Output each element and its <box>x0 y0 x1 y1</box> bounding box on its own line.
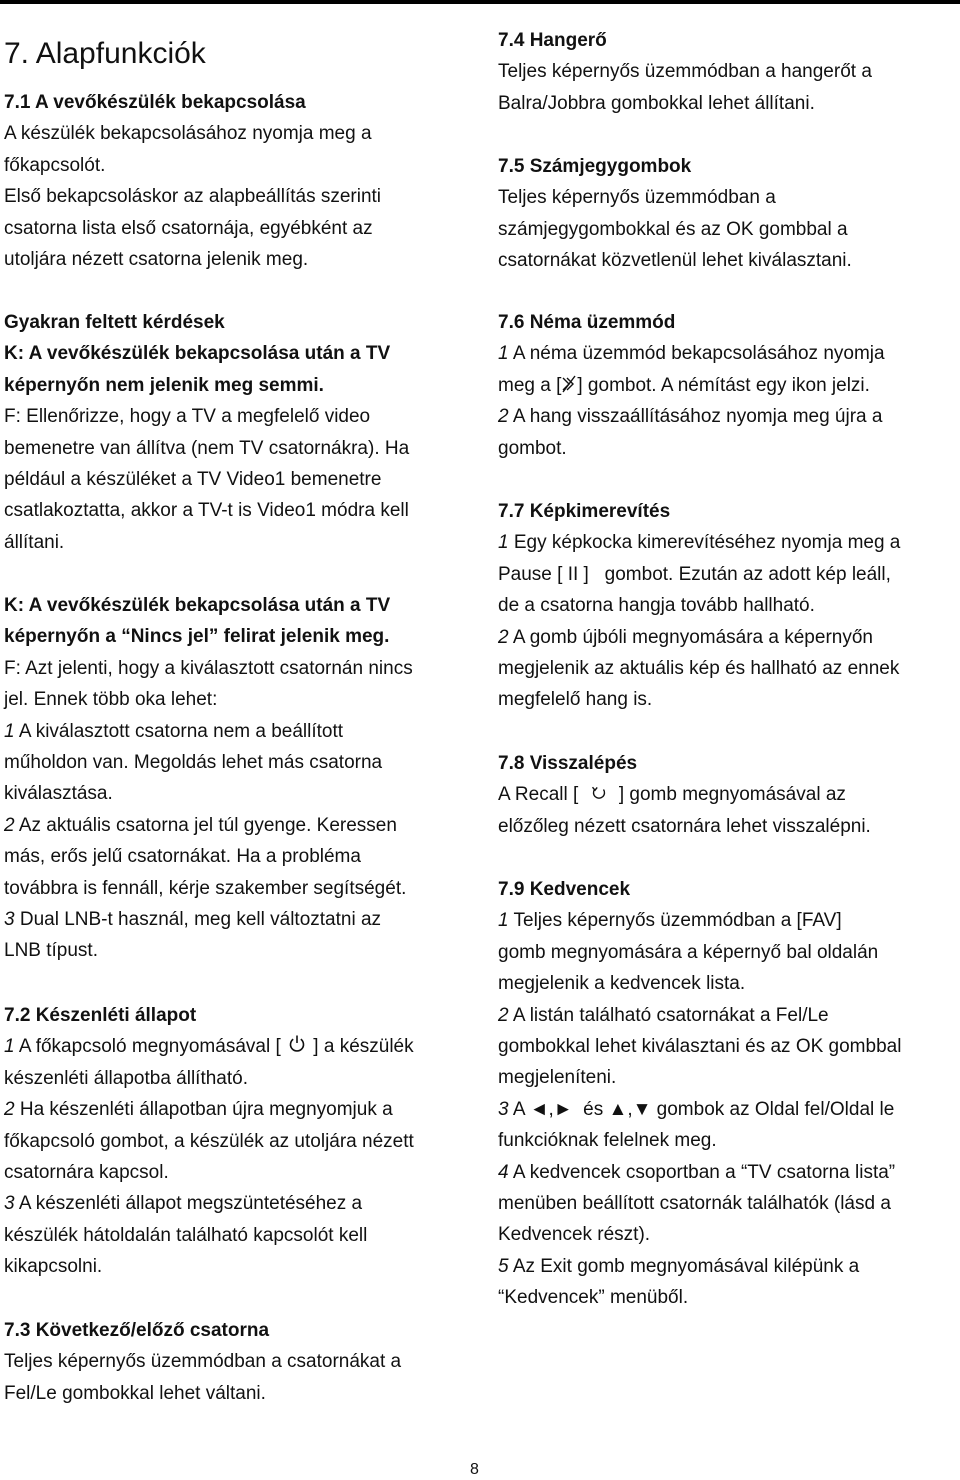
section-heading: 7.8 Visszalépés <box>498 753 638 774</box>
item-text: Az Exit gomb megnyomásával kilépünk a <box>512 1255 860 1277</box>
item-number: 1 <box>498 343 509 365</box>
item-text: A kiválasztott csatorna nem a beállított <box>18 720 344 742</box>
item-text: A Recall [ <box>498 784 579 806</box>
faq-section-2 <box>4 590 413 967</box>
section-7-6 <box>498 307 885 464</box>
text-line: Kedvencek részt). <box>498 1224 651 1246</box>
text-line: Pause [ II ] gombot. Ezután az adott kép leáll, <box>498 563 891 585</box>
text-line: megjelenik a kedvencek lista. <box>498 973 746 995</box>
text-line: előzőleg nézett csatornára lehet visszalépni. <box>498 815 871 837</box>
text-line: gombot. <box>498 437 567 459</box>
list-item <box>4 716 413 747</box>
item-text: meg a [ <box>498 374 562 396</box>
text-line: de a csatorna hangja tovább hallható. <box>498 595 815 617</box>
item-text: ] a készülék <box>313 1036 414 1058</box>
item-number: 1 <box>498 532 509 554</box>
list-item <box>498 622 900 653</box>
list-item <box>498 1094 901 1125</box>
text-line: megjeleníteni. <box>498 1067 617 1089</box>
section-7-3 <box>4 1315 401 1409</box>
item-number: 2 <box>4 814 15 836</box>
faq-section <box>4 307 409 558</box>
list-item <box>4 1031 414 1062</box>
text-line: megjelenik az aktuális kép és hallható az ennek <box>498 658 900 680</box>
item-number: 1 <box>4 1036 15 1058</box>
list-item <box>498 527 900 558</box>
faq-answer: állítani. <box>4 531 65 553</box>
list-item <box>4 1094 414 1125</box>
item-number: 1 <box>498 910 509 932</box>
section-7-7 <box>498 496 900 716</box>
text-line: főkapcsoló gombot, a készülék az utoljára nézett <box>4 1130 414 1152</box>
section-7-2 <box>4 1000 414 1283</box>
text-line: Balra/Jobbra gombokkal lehet állítani. <box>498 92 815 114</box>
text-line: készülék hátoldalán található kapcsolót kell <box>4 1224 368 1246</box>
recall-icon <box>584 784 614 802</box>
item-text: A kedvencek csoportban a “TV csatorna lista” <box>512 1161 896 1183</box>
list-item <box>498 905 901 936</box>
text-line: Teljes képernyős üzemmódban a <box>498 187 776 209</box>
section-heading: 7.7 Képkimerevítés <box>498 501 671 522</box>
item-number: 3 <box>498 1098 509 1120</box>
list-item <box>498 370 885 401</box>
faq-question: képernyőn nem jelenik meg semmi. <box>4 374 324 396</box>
item-number: 3 <box>4 909 15 931</box>
section-heading: 7.4 Hangerő <box>498 30 607 51</box>
list-item <box>4 1188 414 1219</box>
item-text: A főkapcsoló megnyomásával [ <box>18 1036 281 1058</box>
power-icon <box>286 1034 308 1054</box>
mute-icon <box>561 375 577 393</box>
item-text: A gomb újbóli megnyomására a képernyőn <box>512 626 873 648</box>
text-line: készenléti állapotba állítható. <box>4 1067 248 1089</box>
list-item <box>498 338 885 369</box>
list-item <box>498 1000 901 1031</box>
item-number: 4 <box>498 1161 509 1183</box>
section-heading: 7.9 Kedvencek <box>498 879 631 900</box>
text-line: továbbra is fennáll, kérje szakember segítségét. <box>4 877 407 899</box>
faq-question: K: A vevőkészülék bekapcsolása után a TV <box>4 595 391 616</box>
list-item <box>498 1157 901 1188</box>
item-text: A listán található csatornákat a Fel/Le <box>512 1004 829 1026</box>
text-line: menüben beállított csatornák találhatók (lásd a <box>498 1193 891 1215</box>
item-number: 2 <box>4 1099 15 1121</box>
item-number: 1 <box>4 720 15 742</box>
item-number: 2 <box>498 626 509 648</box>
faq-answer: bemenetre van állítva (nem TV csatornákra). Ha <box>4 437 410 459</box>
text-line: főkapcsolót. <box>4 154 106 176</box>
text-line: műholdon van. Megoldás lehet más csatorna <box>4 752 383 774</box>
list-item <box>498 401 885 432</box>
item-number: 5 <box>498 1255 509 1277</box>
text-line: “Kedvencek” menüből. <box>498 1287 689 1309</box>
item-number: 3 <box>4 1193 15 1215</box>
list-item <box>4 904 413 935</box>
item-text: A készenléti állapot megszüntetéséhez a <box>18 1193 363 1215</box>
section-7-9 <box>498 874 901 1314</box>
text-line: gombokkal lehet kiválasztani és az OK gombbal <box>498 1036 902 1058</box>
section-heading: 7.6 Néma üzemmód <box>498 312 676 333</box>
item-number: 2 <box>498 1004 509 1026</box>
section-7-4 <box>498 25 872 119</box>
section-heading: 7.5 Számjegygombok <box>498 156 692 177</box>
text-line: kikapcsolni. <box>4 1256 103 1278</box>
section-7-8 <box>498 748 871 842</box>
section-7-1 <box>4 87 381 275</box>
page-number: 8 <box>470 1461 479 1478</box>
item-text: Az aktuális csatorna jel túl gyenge. Keressen <box>18 814 397 836</box>
faq-answer: például a készüléket a TV Video1 bemenetre <box>4 469 382 491</box>
text-line: csatornára kapcsol. <box>4 1162 169 1184</box>
text-line: számjegygombokkal és az OK gombbal a <box>498 218 848 240</box>
text-line: más, erős jelű csatornákat. Ha a probléma <box>4 846 361 868</box>
text-line: utoljára nézett csatorna jelenik meg. <box>4 249 309 271</box>
text-line: gomb megnyomására a képernyő bal oldalán <box>498 941 879 963</box>
text-line: csatorna lista első csatornája, egyébként az <box>4 217 373 239</box>
item-text: A néma üzemmód bekapcsolásához nyomja <box>512 343 885 365</box>
list-item <box>4 810 413 841</box>
faq-answer: csatlakoztatta, akkor a TV-t is Video1 módra kell <box>4 500 409 522</box>
list-item <box>498 1251 901 1282</box>
text-line: Teljes képernyős üzemmódban a csatornákat a <box>4 1351 402 1373</box>
item-text: ] gomb megnyomásával az <box>618 784 846 806</box>
faq-question: képernyőn a “Nincs jel” felirat jelenik meg. <box>4 626 390 648</box>
item-text: Dual LNB-t használ, meg kell változtatni az <box>19 909 382 931</box>
text-line: csatornákat közvetlenül lehet kiválasztani. <box>498 250 852 272</box>
text-line <box>498 779 871 810</box>
section-7-5 <box>498 151 852 277</box>
text-line: A készülék bekapcsolásához nyomja meg a <box>4 123 372 145</box>
item-text: Ha készenléti állapotban újra megnyomjuk a <box>19 1099 393 1121</box>
page-title: 7. Alapfunkciók <box>4 37 206 70</box>
section-heading: 7.2 Készenléti állapot <box>4 1005 197 1026</box>
section-heading: 7.3 Következő/előző csatorna <box>4 1320 270 1341</box>
item-text: Egy képkocka kimerevítéséhez nyomja meg a <box>513 532 901 554</box>
faq-heading: Gyakran feltett kérdések <box>4 312 225 333</box>
item-number: 2 <box>498 406 509 428</box>
item-text: A hang visszaállításához nyomja meg újra a <box>512 406 883 428</box>
item-text: A ◄,► és ▲,▼ gombok az Oldal fel/Oldal le <box>512 1098 895 1120</box>
text-line: megfelelő hang is. <box>498 689 653 711</box>
section-heading: 7.1 A vevőkészülék bekapcsolása <box>4 92 306 113</box>
text-line: LNB típust. <box>4 940 98 962</box>
item-text: ] gombot. A némítást egy ikon jelzi. <box>577 374 870 396</box>
text-line: Első bekapcsoláskor az alapbeállítás szerinti <box>4 186 382 208</box>
faq-answer: F: Azt jelenti, hogy a kiválasztott csatornán nincs <box>4 657 413 679</box>
text-line: funkcióknak felelnek meg. <box>498 1130 717 1152</box>
faq-answer: F: Ellenőrizze, hogy a TV a megfelelő video <box>4 406 371 428</box>
item-text: Teljes képernyős üzemmódban a [FAV] <box>513 910 842 932</box>
text-line: Teljes képernyős üzemmódban a hangerőt a <box>498 61 872 83</box>
faq-answer: jel. Ennek több oka lehet: <box>4 689 218 711</box>
faq-question: K: A vevőkészülék bekapcsolása után a TV <box>4 343 391 365</box>
top-rule <box>0 0 960 4</box>
text-line: Fel/Le gombokkal lehet váltani. <box>4 1382 266 1404</box>
text-line: kiválasztása. <box>4 783 113 805</box>
